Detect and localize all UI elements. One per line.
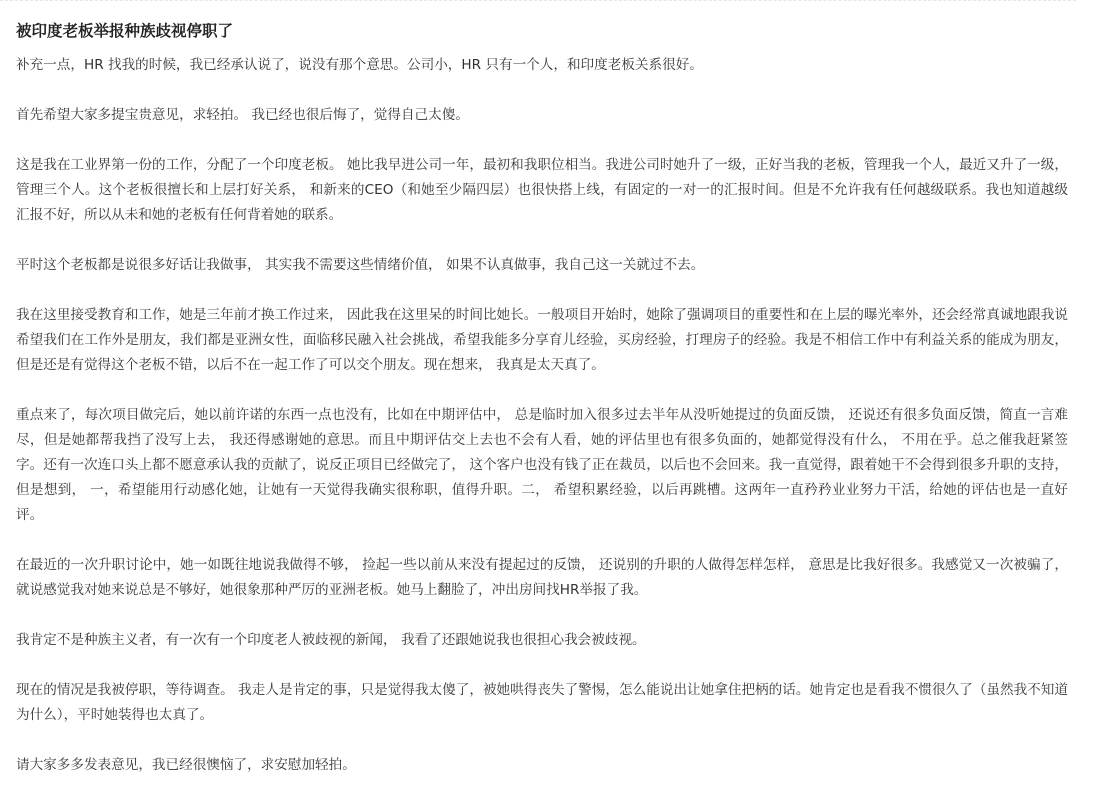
post-paragraph-9: 现在的情况是我被停职，等待调查。 我走人是肯定的事，只是觉得我太傻了，被她哄得丧失了警惕，怎么能说出让她拿住把柄的话。她肯定也是看我不惯很久了（虽然我不知道为什么），平时她装得也太真了。 [16,682,1068,723]
post-paragraph-6: 重点来了，每次项目做完后，她以前许诺的东西一点也没有，比如在中期评估中， 总是临时加入很多过去半年从没听她提过的负面反馈， 还说还有很多负面反馈，简直一言难尽，但是她都帮我挡了没写上去， 我还得感谢她的意思。而且中期评估交上去也不会有人看，她的评估里也有很多负面的，她都觉得没有什么， 不用在乎。总之催我赶紧签字。还有一次连口头上都不愿意承认我的贡献了，说反正项目已经做完了， 这个客户也没有钱了正在裁员，以后也不会回来。我一直觉得，跟着她干不会得到很多升职的支持，但是想到， 一，希望能用行动感化她，让她有一天觉得我确实很称职，值得升职。二， 希望积累经验，以后再跳槽。这两年一直矜矜业业努力干活，给她的评估也是一直好评。 [16,407,1068,523]
post-paragraph-7: 在最近的一次升职讨论中，她一如既往地说我做得不够， 捡起一些以前从来没有提起过的反馈， 还说别的升职的人做得怎样怎样， 意思是比我好很多。我感觉又一次被骗了，就说感觉我对她来说总是不够好，她很象那种严厉的亚洲老板。她马上翻脸了，冲出房间找HR举报了我。 [16,557,1068,598]
post-title: 被印度老板举报种族歧视停职了 [16,22,234,40]
post-paragraph-4: 平时这个老板都是说很多好话让我做事， 其实我不需要这些情绪价值， 如果不认真做事，我自己这一关就过不去。 [16,257,705,273]
forum-post [16,18,1068,778]
post-paragraph-10: 请大家多多发表意见，我已经很懊恼了，求安慰加轻拍。 [16,757,356,773]
post-paragraph-8: 我肯定不是种族主义者，有一次有一个印度老人被歧视的新闻， 我看了还跟她说我也很担心我会被歧视。 [16,632,646,648]
post-paragraph-5: 我在这里接受教育和工作，她是三年前才换工作过来， 因此我在这里呆的时间比她长。一般项目开始时，她除了强调项目的重要性和在上层的曝光率外，还会经常真诚地跟我说希望我们在工作外是朋友，我们都是亚洲女性，面临移民融入社会挑战，希望我能多分享育儿经验，买房经验，打理房子的经验。我是不相信工作中有利益关系的能成为朋友，但是还是有觉得这个老板不错，以后不在一起工作了可以交个朋友。现在想来， 我真是太天真了。 [16,307,1068,373]
top-divider [0,0,1076,1]
post-paragraph-1: 补充一点，HR 找我的时候，我已经承认说了，说没有那个意思。公司小，HR 只有一个人，和印度老板关系很好。 [16,57,703,73]
post-body [16,53,1068,778]
post-paragraph-3: 这是我在工业界第一份的工作，分配了一个印度老板。 她比我早进公司一年，最初和我职位相当。我进公司时她升了一级，正好当我的老板，管理我一个人，最近又升了一级，管理三个人。这个老板很擅长和上层打好关系， 和新来的CEO（和她至少隔四层）也很快搭上线，有固定的一对一的汇报时间。但是不允许我有任何越级联系。我也知道越级汇报不好，所以从未和她的老板有任何背着她的联系。 [16,157,1068,223]
post-paragraph-2: 首先希望大家多提宝贵意见，求轻拍。 我已经也很后悔了，觉得自己太傻。 [16,107,469,123]
